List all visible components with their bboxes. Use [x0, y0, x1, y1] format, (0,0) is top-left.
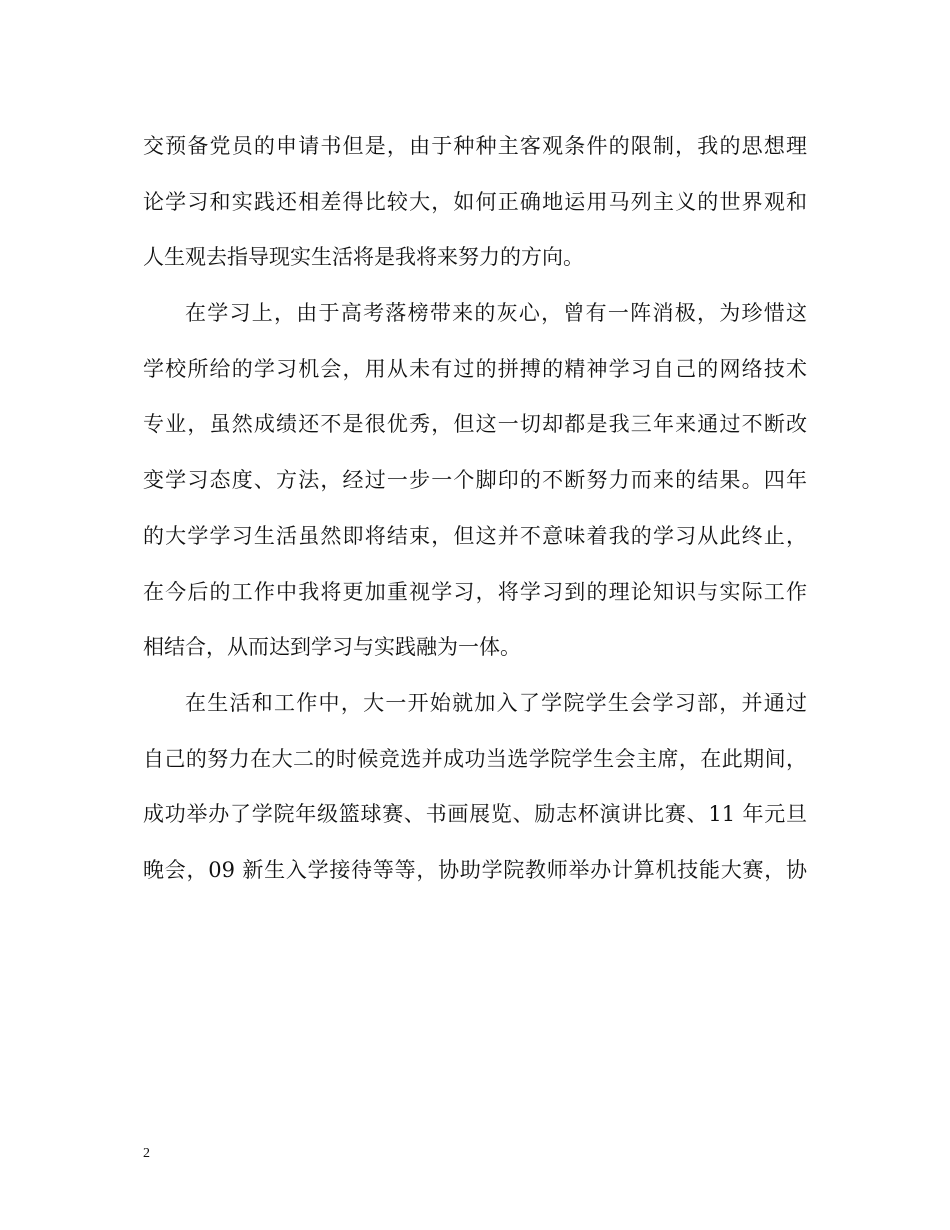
text-line: 学校所给的学习机会，用从未有过的拼搏的精神学习自己的网络技术	[143, 356, 807, 381]
text-line: 晚会，09 新生入学接待等等，协助学院教师举办计算机技能大赛，协	[143, 857, 807, 882]
text-line: 的大学学习生活虽然即将结束，但这并不意味着我的学习从此终止，	[143, 523, 807, 548]
text-line: 在生活和工作中，大一开始就加入了学院学生会学习部，并通过	[185, 690, 807, 715]
text-line: 成功举办了学院年级篮球赛、书画展览、励志杯演讲比赛、11 年元旦	[143, 802, 807, 827]
text-line: 相结合，从而达到学习与实践融为一体。	[143, 635, 521, 660]
text-line: 自己的努力在大二的时候竞选并成功当选学院学生会主席，在此期间，	[143, 746, 807, 771]
text-line: 人生观去指导现实生活将是我将来努力的方向。	[143, 245, 584, 270]
text-line: 交预备党员的申请书但是，由于种种主客观条件的限制，我的思想理	[143, 134, 807, 158]
text-line: 专业，虽然成绩还不是很优秀，但这一切却都是我三年来通过不断改	[143, 412, 807, 437]
text-line: 在今后的工作中我将更加重视学习，将学习到的理论知识与实际工作	[143, 579, 807, 604]
page-number: 2	[143, 1146, 150, 1161]
text-line: 在学习上，由于高考落榜带来的灰心，曾有一阵消极，为珍惜这	[185, 301, 807, 326]
document-body	[143, 124, 807, 904]
text-line: 变学习态度、方法，经过一步一个脚印的不断努力而来的结果。四年	[143, 468, 807, 493]
text-line: 论学习和实践还相差得比较大，如何正确地运用马列主义的世界观和	[143, 189, 807, 214]
